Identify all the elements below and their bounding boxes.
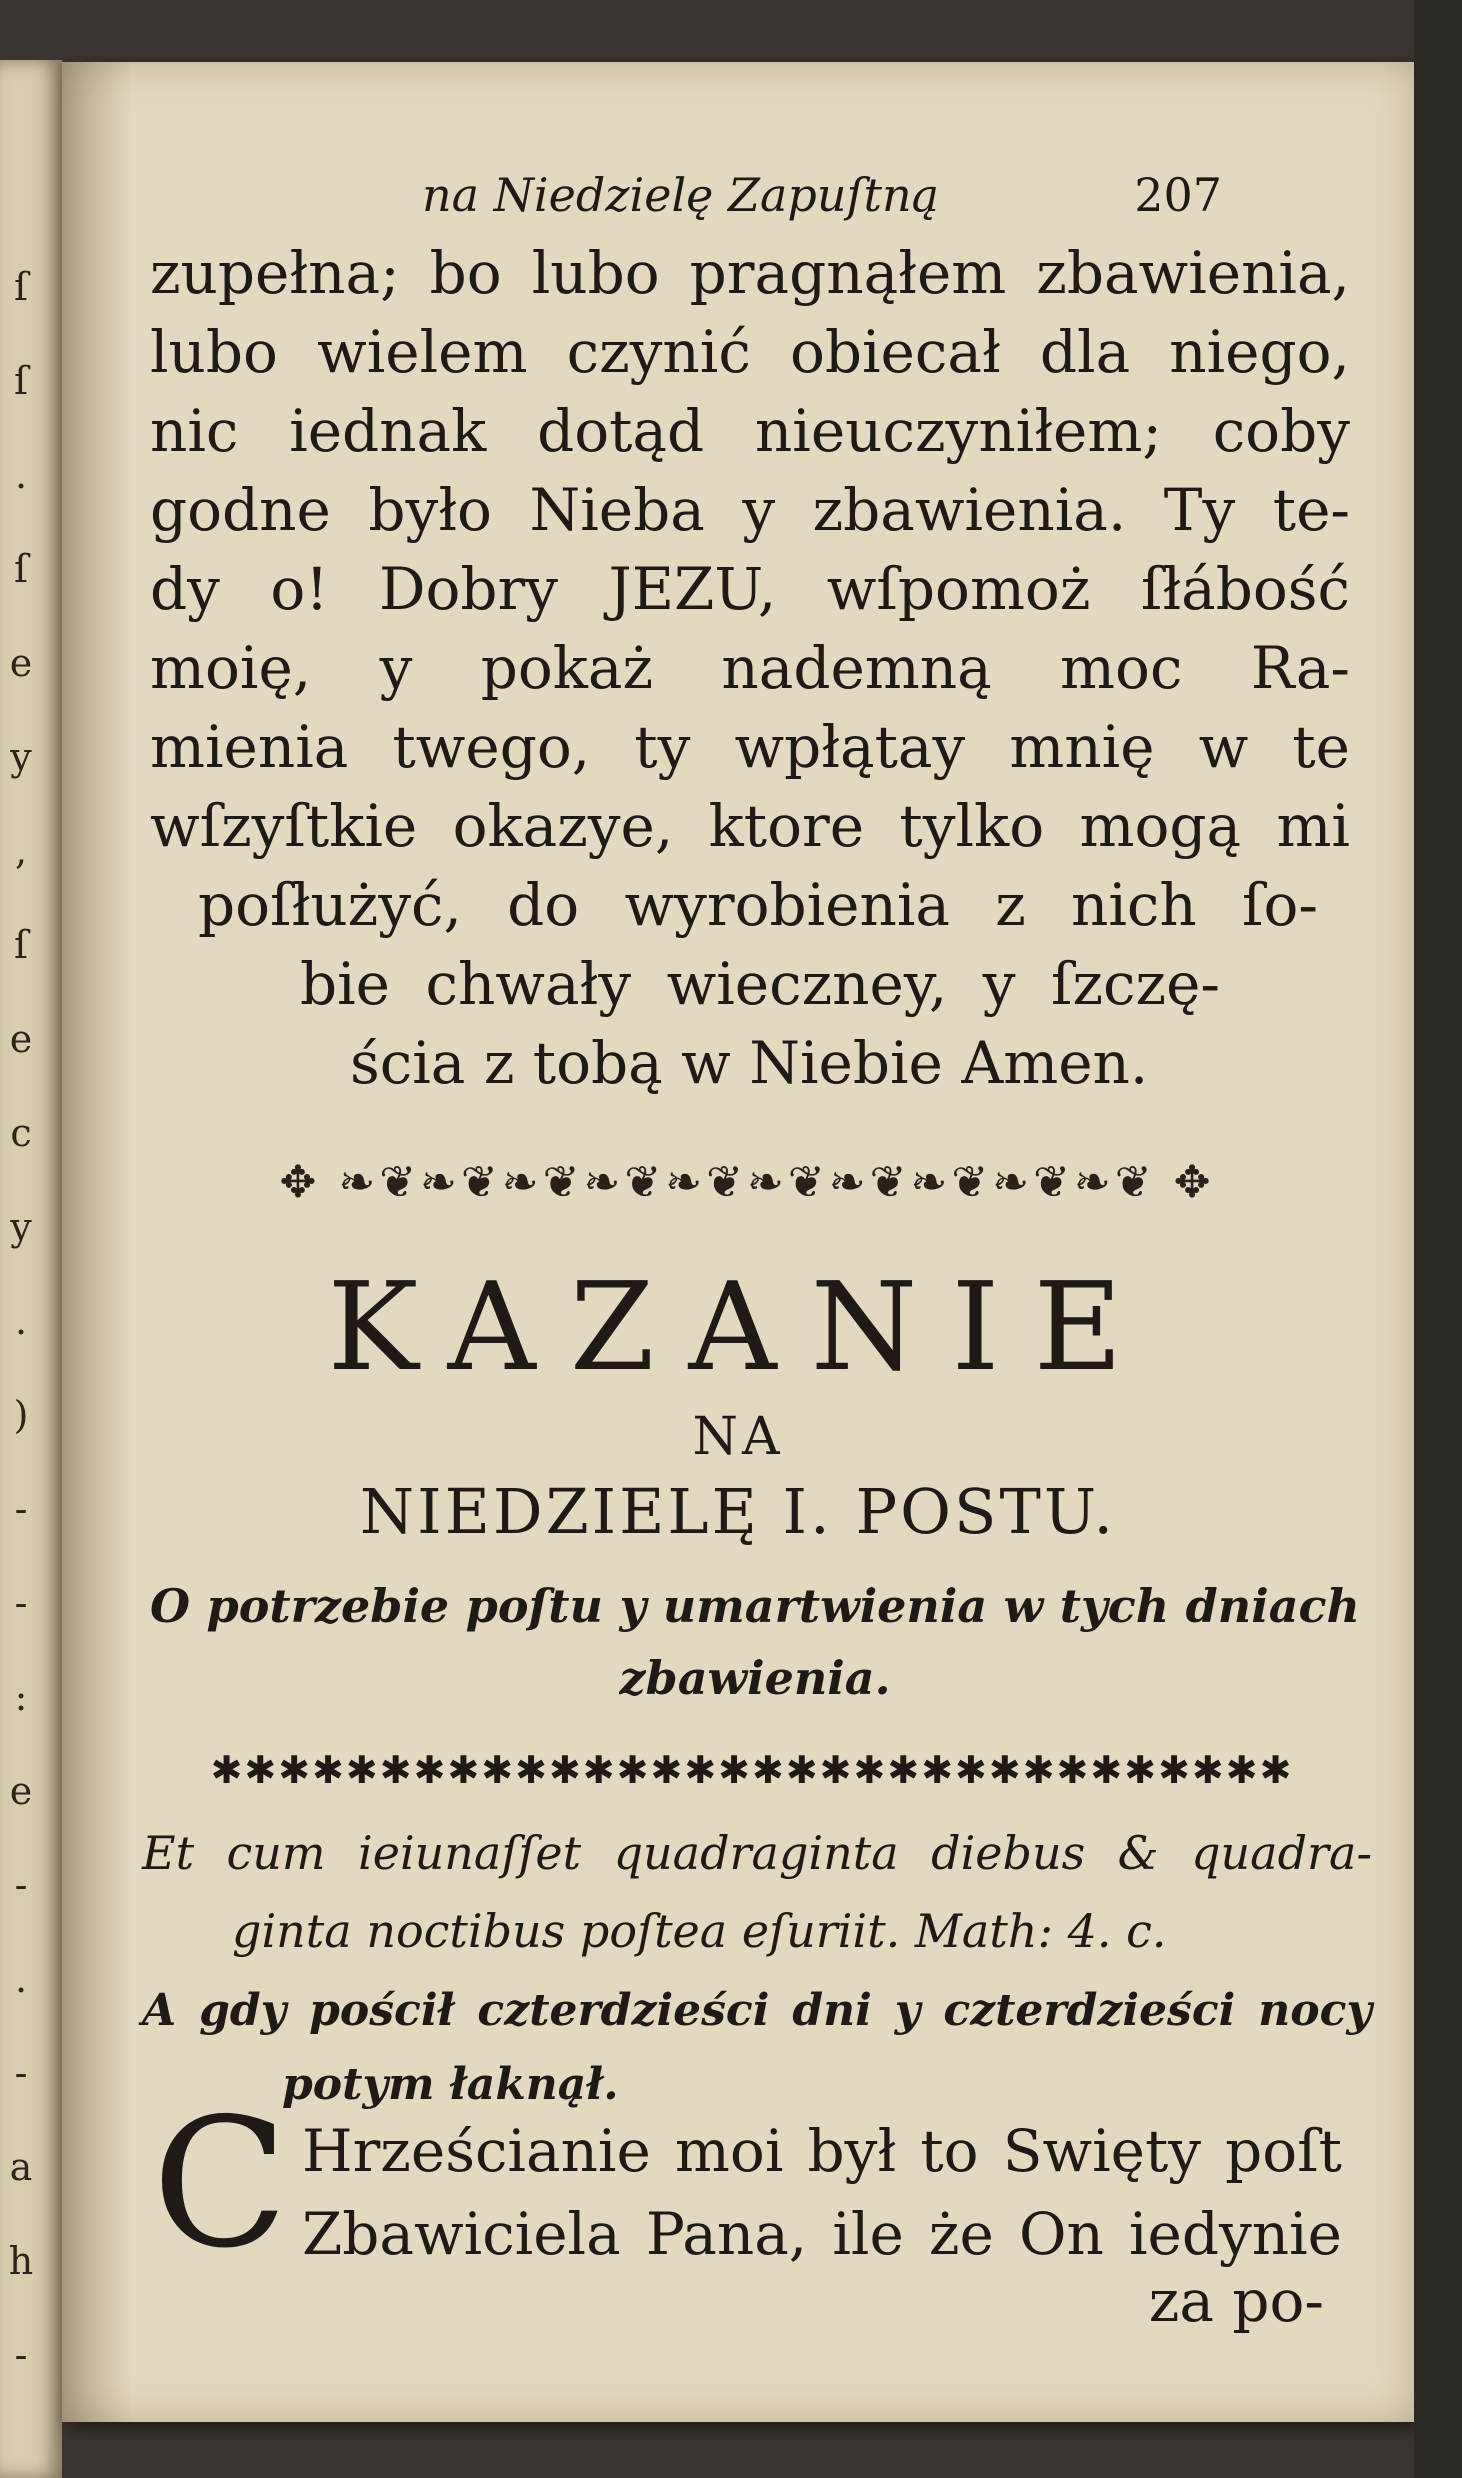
epigraph-line: ginta noctibus poſtea eſuriit. Math: 4. c. [232,1904,1167,1958]
polish-epigraph [142,1974,1372,2122]
running-head [362,160,1222,230]
description-line: O potrzebie poſtu y umartwienia w tych dniach [150,1579,1360,1633]
text-line: nic iednak dotąd nieuczyniłem; coby [150,397,1350,465]
text-line: dy o! Dobry JEZU, wſpomoż ſłábość [150,555,1350,623]
ornamental-divider: ✥ ❧❦❧❦❧❦❧❦❧❦❧❦❧❦❧❦❧❦❧❦ ✥ [279,1157,1215,1208]
sermon-title-na: NA [692,1407,784,1467]
catchword: za po- [1148,2267,1324,2335]
sermon-opening-paragraph [302,2110,1342,2276]
sermon-description [150,1570,1360,1714]
text-line: moię, y pokaż nademną moc Ra- [150,634,1350,702]
latin-epigraph [142,1814,1372,1970]
text-line: lubo wielem czynić obiecał dla niego, [150,318,1350,386]
text-line: wſzyſtkie okazye, ktore tylko mogą mi [150,792,1350,860]
epigraph-line: Et cum ieiunaſſet quadraginta diebus & quadra- [142,1826,1372,1880]
text-line: ścia z tobą w Niebie Amen. [350,1029,1149,1097]
sermon-title: KAZANIE [327,1256,1157,1398]
drop-cap: C [152,2080,289,2287]
facing-page-letter-fragments: ſ ſ . ſ e y , ſ e c y . ) - - : e - . - a h - [8,265,34,2377]
text-line: bie chwały wieczney, y ſzczę- [300,950,1220,1018]
epigraph-line: potym łaknął. [282,2059,619,2110]
star-divider: ✱✱✱✱✱✱✱✱✱✱✱✱✱✱✱✱✱✱✱✱✱✱✱✱✱✱✱✱✱✱✱✱ [210,1748,1294,1792]
sermon-subtitle: NIEDZIELĘ I. POSTU. [359,1475,1117,1548]
book-page [62,62,1414,2422]
text-line: Zbawiciela Pana, ile że On iedynie [302,2200,1342,2268]
text-line: poſłużyć, do wyrobienia z nich ſo- [198,871,1318,939]
page-number: 207 [1134,168,1222,222]
text-line: godne było Nieba y zbawienia. Ty te- [150,476,1350,544]
scan-background-edge [1414,0,1462,2478]
facing-page-edge [0,60,62,2478]
running-head-title: na Niedzielę Zapuſtną [422,168,940,222]
prayer-text [150,234,1350,1103]
text-line: zupełna; bo lubo pragnąłem zbawienia, [150,239,1350,307]
text-line: mienia twego, ty wpłątay mnię w te [150,713,1350,781]
epigraph-line: A gdy pościł czterdzieści dni y czterdzieści nocy [142,1985,1372,2036]
description-line: zbawienia. [619,1651,891,1705]
text-line: Hrześcianie moi był to Swięty poſt [302,2117,1342,2185]
